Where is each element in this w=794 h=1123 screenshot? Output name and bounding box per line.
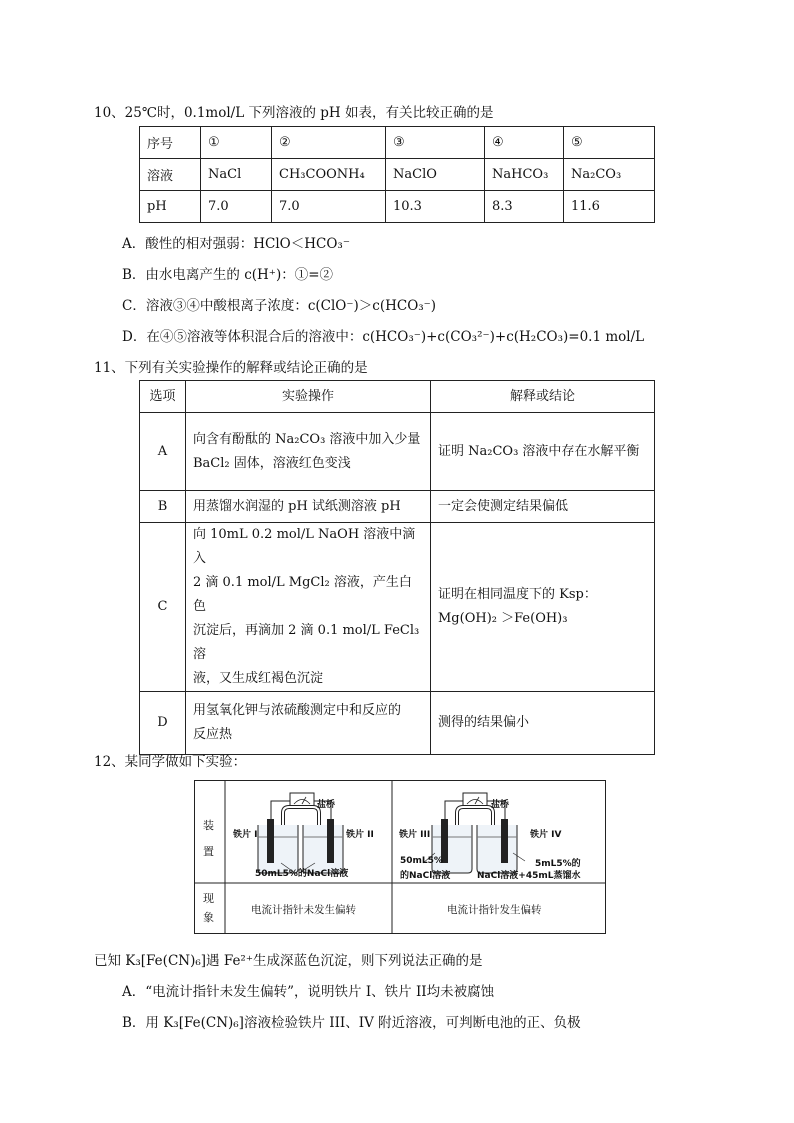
option-cell: C [140, 523, 186, 692]
table-cell: NaClO [386, 159, 485, 191]
q12-option-a: A．“电流计指针未发生偏转”，说明铁片 I、铁片 II均未被腐蚀 [122, 984, 495, 1000]
operation-cell [186, 491, 431, 523]
right-solution-left-line-1: 50mL5% [400, 856, 443, 866]
cell-line: 测得的结果偏小 [438, 715, 530, 730]
cell-line: Mg(OH)₂ ＞Fe(OH)₃ [438, 611, 568, 626]
table-row [140, 491, 655, 523]
q12-stem: 12、某同学做如下实验： [94, 754, 247, 770]
table-row [140, 191, 655, 223]
table-row [140, 127, 655, 159]
operation-cell [186, 413, 431, 491]
cell-line: 反应热 [193, 727, 233, 742]
operation-cell [186, 523, 431, 692]
q10-stem: 10、25℃时，0.1mol/L 下列溶液的 pH 如表，有关比较正确的是 [94, 105, 494, 121]
table-cell: ④ [485, 127, 564, 159]
conclusion-cell [431, 692, 655, 755]
conclusion-cell [431, 491, 655, 523]
column-header: 实验操作 [186, 381, 431, 413]
table-row [140, 159, 655, 191]
q12-known: 已知 K₃[Fe(CN)₆]遇 Fe²⁺生成深蓝色沉淀，则下列说法正确的是 [94, 953, 483, 969]
left-electrode-1-label: 铁片 I [233, 830, 258, 840]
q10-table [139, 126, 655, 223]
table-cell: ③ [386, 127, 485, 159]
table-cell: ② [272, 127, 386, 159]
device-label-char: 置 [203, 845, 214, 858]
operation-cell [186, 692, 431, 755]
left-observation: 电流计指针未发生偏转 [251, 904, 356, 916]
device-label [203, 813, 214, 865]
cell-line: 证明 Na₂CO₃ 溶液中存在水解平衡 [438, 443, 640, 459]
row-header: 溶液 [140, 159, 201, 191]
row-header: pH [140, 191, 201, 223]
cell-line: 证明在相同温度下的 Ksp： [438, 587, 597, 602]
cell-line: 向含有酚酞的 Na₂CO₃ 溶液中加入少量 [193, 431, 421, 447]
row-header: 序号 [140, 127, 201, 159]
right-observation: 电流计指针发生偏转 [447, 904, 542, 916]
table-cell: 11.6 [564, 191, 655, 223]
column-header: 选项 [140, 381, 186, 413]
conclusion-cell [431, 413, 655, 491]
option-cell: A [140, 413, 186, 491]
right-electrode-3-label: 铁片 III [399, 830, 431, 840]
cell-line: 2 滴 0.1 mol/L MgCl₂ 溶液，产生白色 [193, 575, 412, 614]
table-cell: Na₂CO₃ [564, 159, 655, 191]
right-solution-right-line-1: 5mL5%的 [535, 859, 581, 869]
q10-option-a: A．酸性的相对强弱：HClO＜HCO₃⁻ [122, 236, 350, 252]
right-solution-left-line-2: 的NaCl溶液 [400, 871, 451, 881]
right-solution-right-line-2: NaCl溶液+45mL蒸馏水 [477, 871, 581, 881]
q10-option-c: C．溶液③④中酸根离子浓度：c(ClO⁻)＞c(HCO₃⁻) [122, 298, 437, 314]
q11-stem: 11、下列有关实验操作的解释或结论正确的是 [94, 360, 368, 376]
phenomenon-label-char: 象 [203, 911, 214, 924]
table-row [140, 692, 655, 755]
right-salt-bridge-label: 盐桥 [491, 800, 510, 810]
table-row [140, 523, 655, 692]
q10-option-d: D．在④⑤溶液等体积混合后的溶液中：c(HCO₃⁻)+c(CO₃²⁻)+c(H₂CO₃)=0.1 mol/L [122, 329, 645, 345]
table-cell: 8.3 [485, 191, 564, 223]
q10-option-b: B．由水电离产生的 c(H⁺)：①=② [122, 267, 334, 283]
left-electrode-2-label: 铁片 II [346, 830, 374, 840]
q11-table [139, 380, 655, 755]
table-cell: ⑤ [564, 127, 655, 159]
cell-line: 用氢氧化钾与浓硫酸测定中和反应的 [193, 703, 402, 718]
table-cell: NaHCO₃ [485, 159, 564, 191]
table-row [140, 381, 655, 413]
q12-option-b: B．用 K₃[Fe(CN)₆]溶液检验铁片 III、IV 附近溶液，可判断电池的正、负极 [122, 1015, 581, 1031]
left-solution-label: 50mL5%的NaCl溶液 [255, 869, 349, 879]
right-electrode-4-label: 铁片 IV [530, 830, 562, 840]
table-cell: ① [201, 127, 272, 159]
table-cell: CH₃COONH₄ [272, 159, 386, 191]
table-cell: 7.0 [201, 191, 272, 223]
table-cell: 10.3 [386, 191, 485, 223]
conclusion-cell [431, 523, 655, 692]
table-row [140, 413, 655, 491]
column-header: 解释或结论 [431, 381, 655, 413]
cell-line: 液，又生成红褐色沉淀 [193, 671, 324, 686]
table-cell: 7.0 [272, 191, 386, 223]
device-label-char: 装 [203, 819, 214, 832]
cell-line: 沉淀后，再滴加 2 滴 0.1 mol/L FeCl₃ 溶 [193, 623, 420, 662]
cell-line: BaCl₂ 固体，溶液红色变浅 [193, 455, 351, 471]
cell-line: 向 10mL 0.2 mol/L NaOH 溶液中滴入 [193, 527, 416, 566]
left-salt-bridge-label: 盐桥 [317, 800, 336, 810]
table-cell: NaCl [201, 159, 272, 191]
option-cell: B [140, 491, 186, 523]
cell-line: 用蒸馏水润湿的 pH 试纸测溶液 pH [193, 498, 401, 514]
phenomenon-label-char: 现 [203, 892, 214, 905]
phenomenon-label [203, 889, 214, 927]
cell-line: 一定会使测定结果偏低 [438, 498, 569, 514]
option-cell: D [140, 692, 186, 755]
experiment-diagram [194, 780, 606, 934]
